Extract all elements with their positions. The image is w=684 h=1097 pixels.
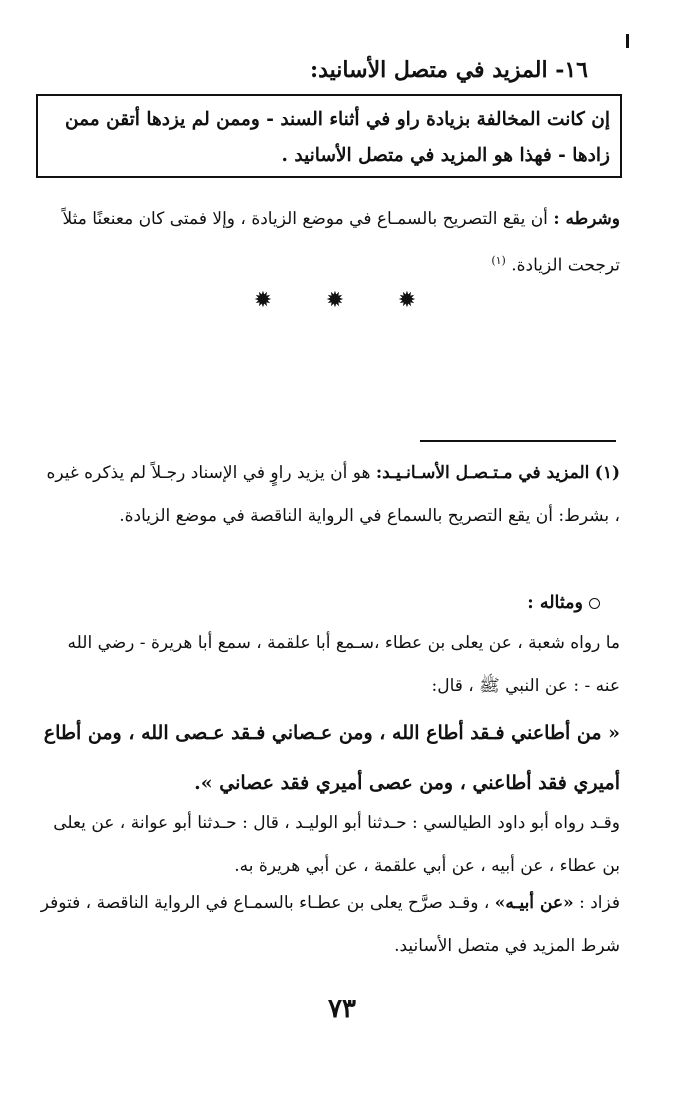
definition-text: إن كانت المخالفة بزيادة راو في أثناء السند - وممن لم يزدها أتقن ممن زادها - فهذا هو المزيد في متصل الأسانيد . bbox=[65, 109, 610, 166]
footnote-lead: المزيد في مـتـصـل الأسـانـيـد: bbox=[375, 463, 590, 483]
footnote-text: هو أن يزيد راوٍ في الإسناد رجـلاً لم يذكره غيره ، بشرط: أن يقع التصريح بالسماع في الرواية الناقصة في موضع الزيادة. bbox=[46, 463, 620, 526]
page-corner-mark bbox=[626, 34, 629, 48]
star-ornament-icon: ✹ bbox=[253, 288, 273, 313]
footnote-marker: (١) bbox=[491, 254, 506, 267]
example-intro: ما رواه شعبة ، عن يعلى بن عطاء ،سـمع أبا علقمة ، سمع أبا هريرة - رضي الله عنه - : عن النبي ﷺ ، قال: bbox=[67, 633, 620, 696]
conclusion-start: فزاد : bbox=[579, 893, 620, 913]
example-heading bbox=[40, 584, 600, 622]
narration-paragraph: وقـد رواه أبو داود الطيالسي : حـدثنا أبو الوليـد ، قال : حـدثنا أبو عوانة ، عن يعلى بن عطاء ، عن أبيه ، عن أبي علقمة ، عن أبي هريرة به. bbox=[53, 813, 620, 876]
footnote-divider bbox=[420, 440, 616, 442]
star-ornament-icon: ✹ bbox=[397, 288, 417, 313]
star-ornament-icon: ✹ bbox=[325, 288, 345, 313]
definition-box bbox=[36, 94, 622, 178]
section-heading: ١٦- المزيد في متصل الأسانيد: bbox=[310, 57, 588, 83]
added-narrator: «عن أبيـه» bbox=[494, 893, 574, 913]
page-number: ٧٣ bbox=[328, 994, 356, 1024]
condition-text: أن يقع التصريح بالسمـاع في موضع الزيادة ، وإلا فمتى كان معنعنًا مثلاً ترجحت الزيادة. bbox=[62, 209, 620, 276]
condition-paragraph bbox=[40, 198, 620, 287]
circle-bullet-icon bbox=[589, 598, 600, 609]
footnote-number: (١) bbox=[594, 463, 620, 483]
star-separator bbox=[250, 288, 420, 314]
example-title: ومثاله : bbox=[527, 593, 583, 613]
footnote-paragraph bbox=[40, 452, 620, 538]
conclusion-paragraph bbox=[40, 882, 620, 968]
condition-lead: وشرطه : bbox=[553, 209, 620, 229]
conclusion-rest: ، وقـد صرَّح يعلى بن عطـاء بالسمـاع في الرواية الناقصة ، فتوفر شرط المزيد في متصل الأسانيد. bbox=[40, 893, 620, 956]
hadith-text: « من أطاعني فـقد أطاع الله ، ومن عـصاني فـقد عـصى الله ، ومن أطاع أميري فقد أطاعني ، ومن عصى أميري فقد عصاني ». bbox=[43, 722, 620, 794]
